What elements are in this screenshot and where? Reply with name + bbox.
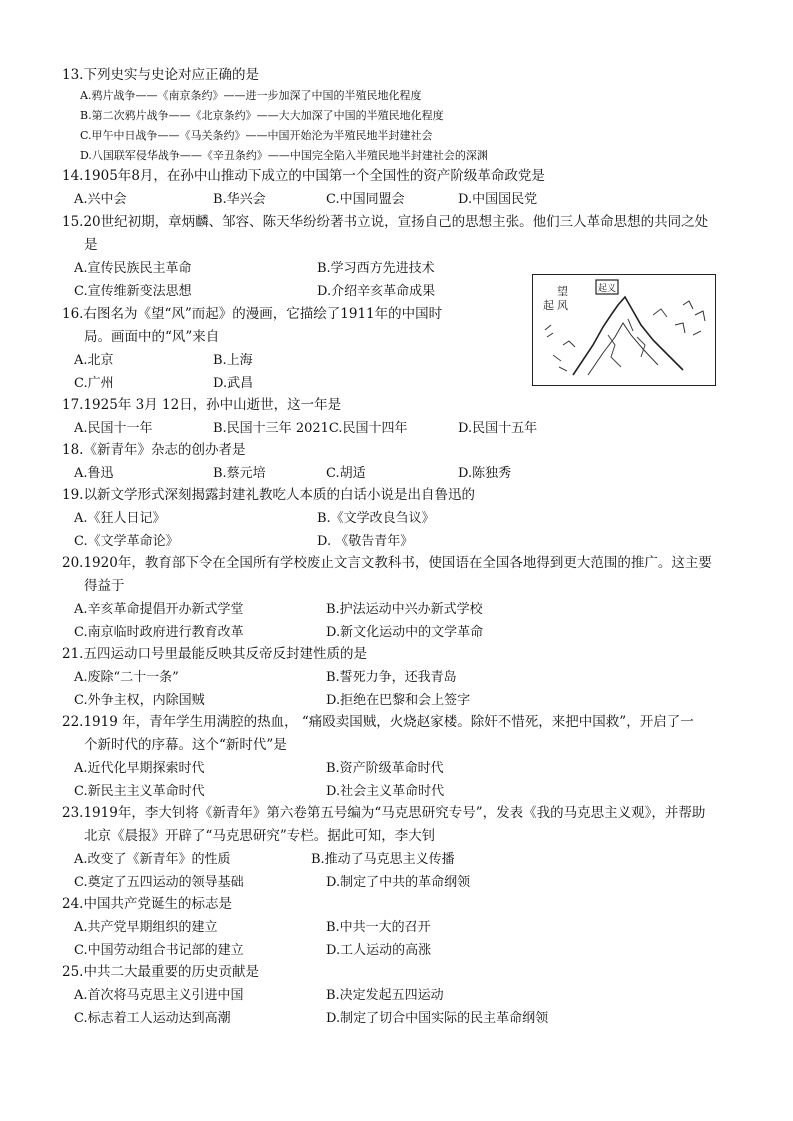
question-14-stem: 14.1905年8月，在孙中山推动下成立的中国第一个全国性的资产阶级革命政党是	[62, 168, 545, 184]
q17-option-d: D.民国十五年	[458, 421, 538, 436]
q17-option-a: A.民国十一年	[74, 421, 153, 436]
q25-option-a: A.首次将马克思主义引进中国	[74, 988, 244, 1003]
q25-option-d: D.制定了切合中国实际的民主革命纲领	[326, 1011, 549, 1026]
q21-option-a: A.废除“二十一条”	[74, 670, 179, 685]
cartoon-title-2: 风	[557, 299, 568, 312]
question-20-stem-cont: 得益于	[84, 578, 125, 594]
q18-option-d: D.陈独秀	[458, 466, 512, 481]
q18-option-b: B.蔡元培	[213, 466, 266, 481]
question-19-stem: 19.以新文学形式深刻揭露封建礼教吃人本质的白话小说是出自鲁迅的	[62, 487, 475, 503]
q20-option-c: C.南京临时政府进行教育改革	[74, 625, 244, 640]
q25-option-b: B.决定发起五四运动	[326, 988, 444, 1003]
q23-option-b: B.推动了马克思主义传播	[311, 852, 455, 867]
question-25-stem: 25.中共二大最重要的历史贡献是	[62, 964, 259, 980]
q19-option-b: B.《文学改良刍议》	[317, 511, 435, 526]
q23-option-a: A.改变了《新青年》的性质	[74, 852, 231, 867]
question-13-stem: 13.下列史实与史论对应正确的是	[62, 67, 259, 83]
question-21-stem: 21.五四运动口号里最能反映其反帝反封建性质的是	[62, 646, 367, 662]
q19-option-c: C.《文学革命论》	[74, 534, 179, 549]
q16-option-a: A.北京	[74, 353, 114, 368]
q24-option-a: A.共产党早期组织的建立	[74, 920, 218, 935]
question-23-stem-cont: 北京《晨报》开辟了“马克思研究”专栏。据此可知，李大钊	[84, 828, 436, 844]
q14-option-b: B.华兴会	[213, 192, 266, 207]
question-16-stem: 16.右图名为《望“风”而起》的漫画，它描绘了1911年的中国时	[62, 306, 443, 322]
q18-option-a: A.鲁迅	[74, 466, 114, 481]
question-18-stem: 18.《新青年》杂志的创办者是	[62, 442, 246, 458]
cartoon-illustration	[532, 274, 716, 386]
q20-option-b: B.护法运动中兴办新式学校	[326, 602, 483, 617]
q16-option-d: D.武昌	[213, 376, 254, 391]
q16-option-b: B.上海	[213, 353, 253, 368]
q24-option-d: D.工人运动的高涨	[326, 943, 432, 958]
q21-option-c: C.外争主权，内除国贼	[74, 693, 205, 708]
question-23-stem: 23.1919年，李大钊将《新青年》第六卷第五号编为“马克思研究专号”，发表《我的马克思主义观》，并帮助	[62, 805, 706, 821]
q22-option-c: C.新民主主义革命时代	[74, 784, 205, 799]
q15-option-c: C.宣传维新变法思想	[74, 284, 192, 299]
q17-option-bc: B.民国十三年 2021C.民国十四年	[213, 421, 408, 436]
q25-option-c: C.标志着工人运动达到高潮	[74, 1011, 231, 1026]
question-15-stem: 15.20世纪初期，章炳麟、邹容、陈天华纷纷著书立说，宣扬自己的思想主张。他们三人革命思想的共同之处	[62, 214, 709, 230]
question-22-stem-cont: 个新时代的序幕。这个“新时代”是	[84, 737, 287, 753]
question-22-stem: 22.1919 年，青年学生用满腔的热血， “痛殴卖国贼，火烧赵家楼。除奸不惜死，来把中国救”，开启了一	[62, 714, 694, 730]
cartoon-drawing	[533, 275, 715, 385]
cartoon-box-label: 起义	[598, 284, 617, 294]
q13-option-c: C.甲午中日战争——《马关条约》——中国开始沦为半殖民地半封建社会	[80, 129, 433, 142]
q23-option-d: D.制定了中共的革命纲领	[326, 875, 471, 890]
q20-option-a: A.辛亥革命提倡开办新式学堂	[74, 602, 244, 617]
question-17-stem: 17.1925年 3月 12日，孙中山逝世，这一年是	[62, 397, 342, 413]
q21-option-d: D.拒绝在巴黎和会上签字	[326, 693, 471, 708]
q13-option-d: D.八国联军侵华战争——《辛丑条约》——中国完全陷入半殖民地半封建社会的深渊	[80, 149, 488, 162]
q15-option-a: A.宣传民族民主革命	[74, 261, 192, 276]
q22-option-b: B.资产阶级革命时代	[326, 761, 444, 776]
q22-option-a: A.近代化早期探索时代	[74, 761, 205, 776]
q20-option-d: D.新文化运动中的文学革命	[326, 625, 484, 640]
q19-option-d: D. 《敬告青年》	[317, 534, 414, 549]
question-15-stem-cont: 是	[84, 237, 98, 253]
q13-option-b: B.第二次鸦片战争——《北京条约》——大大加深了中国的半殖民地化程度	[80, 109, 444, 122]
q15-option-d: D.介绍辛亥革命成果	[317, 284, 436, 299]
question-16-stem-cont: 局。画面中的“风”来自	[84, 329, 220, 345]
q21-option-b: B.誓死力争，还我青岛	[326, 670, 457, 685]
q14-option-d: D.中国国民党	[458, 192, 538, 207]
q13-option-a: A.鸦片战争——《南京条约》——进一步加深了中国的半殖民地化程度	[80, 89, 422, 102]
q22-option-d: D.社会主义革命时代	[326, 784, 445, 799]
question-20-stem: 20.1920年，教育部下令在全国所有学校废止文言文教科书，使国语在全国各地得到更大范围的推广。这主要	[62, 555, 712, 571]
q23-option-c: C.奠定了五四运动的领导基础	[74, 875, 244, 890]
q15-option-b: B.学习西方先进技术	[317, 261, 435, 276]
q14-option-a: A.兴中会	[74, 192, 127, 207]
q19-option-a: A.《狂人日记》	[74, 511, 166, 526]
question-24-stem: 24.中国共产党诞生的标志是	[62, 896, 232, 912]
q18-option-c: C.胡适	[326, 466, 366, 481]
q24-option-c: C.中国劳动组合书记部的建立	[74, 943, 244, 958]
q16-option-c: C.广州	[74, 376, 114, 391]
cartoon-title-3: 起	[543, 299, 554, 312]
cartoon-title-1: 望	[557, 285, 568, 298]
q14-option-c: C.中国同盟会	[326, 192, 405, 207]
q24-option-b: B.中共一大的召开	[326, 920, 431, 935]
